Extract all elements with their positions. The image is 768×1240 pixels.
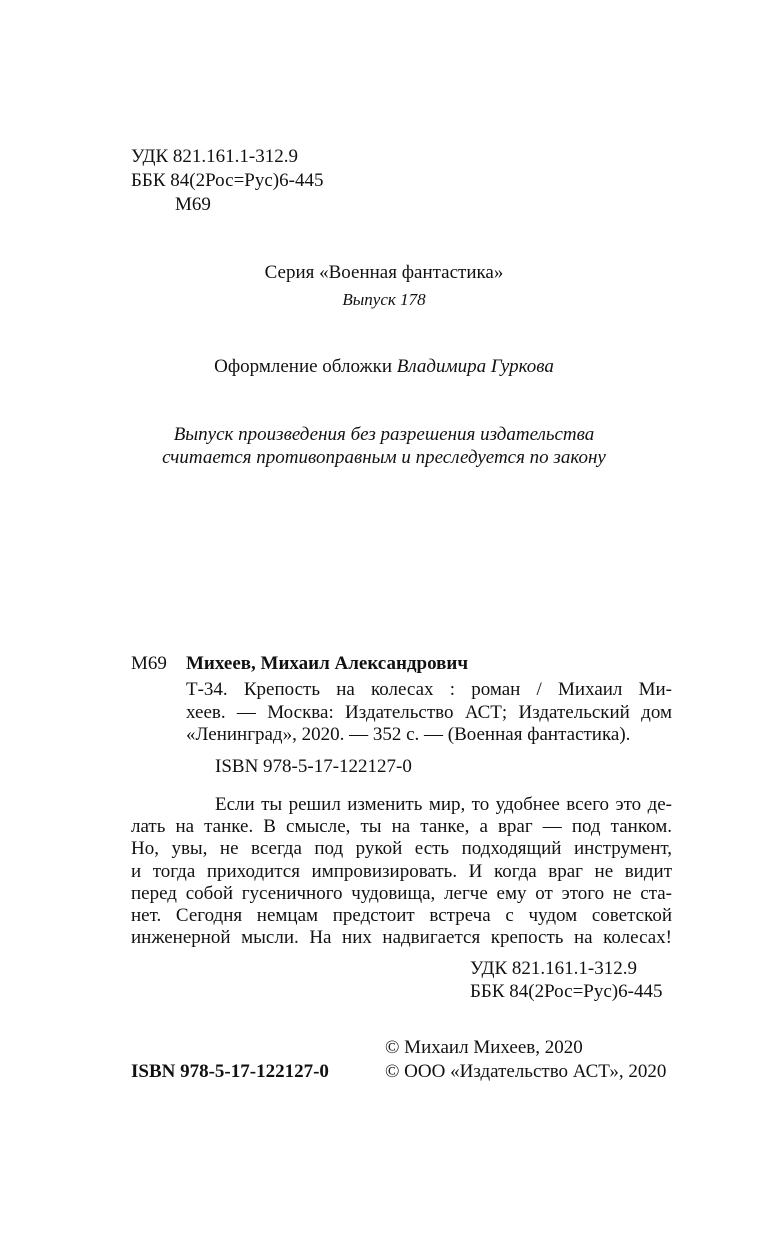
cover-design-label: Оформление обложки <box>214 356 397 377</box>
annotation-line-3: Но, увы, не всегда под рукой есть подходящий инструмент, <box>131 838 672 859</box>
copyright-publisher: © ООО «Издательство АСТ», 2020 <box>385 1061 667 1082</box>
author-sign-top: М69 <box>175 194 211 215</box>
bib-desc-line-2: хеев. — Москва: Издательство АСТ; Издательский дом <box>186 702 672 723</box>
copyright-warning-line-1: Выпуск произведения без разрешения издательства <box>173 424 595 445</box>
annotation-line-6: нет. Сегодня немцам предстоит встреча с чудом советской <box>131 905 672 926</box>
cover-design-credit <box>0 356 768 378</box>
annotation-line-7: инженерной мысли. На них надвигается крепость на колесах! <box>131 927 672 948</box>
copyright-author: © Михаил Михеев, 2020 <box>385 1037 583 1058</box>
footer-isbn: ISBN 978-5-17-122127-0 <box>131 1061 329 1082</box>
series-title: Серия «Военная фантастика» <box>264 262 504 283</box>
bib-author-sign: М69 <box>131 653 167 674</box>
series-issue: Выпуск 178 <box>342 290 426 309</box>
bib-author-name: Михеев, Михаил Александрович <box>186 653 469 674</box>
annotation-line-4: и тогда приходится импровизировать. И когда враг не видит <box>131 861 672 882</box>
copyright-warning-line-2: считается противоправным и преследуется по закону <box>162 447 606 468</box>
annotation-line-1: Если ты решил изменить мир, то удобнее всего это де- <box>215 794 672 815</box>
cover-designer-name: Владимира Гуркова <box>396 356 554 377</box>
bib-desc-line-1: Т-34. Крепость на колесах : роман / Михаил Ми- <box>186 679 672 700</box>
bbk-code-top: ББК 84(2Рос=Рус)6-445 <box>131 170 324 191</box>
udk-code-top: УДК 821.161.1-312.9 <box>131 146 298 167</box>
udk-code-bottom: УДК 821.161.1-312.9 <box>470 958 637 979</box>
annotation-line-2: лать на танке. В смысле, ты на танке, а враг — под танком. <box>131 816 672 837</box>
bib-isbn: ISBN 978-5-17-122127-0 <box>215 756 412 777</box>
annotation-line-5: перед собой гусеничного чудовища, легче ему от этого не ста- <box>131 883 672 904</box>
bib-desc-line-3: «Ленинград», 2020. — 352 с. — (Военная фантастика). <box>186 724 631 745</box>
bbk-code-bottom: ББК 84(2Рос=Рус)6-445 <box>470 981 663 1002</box>
